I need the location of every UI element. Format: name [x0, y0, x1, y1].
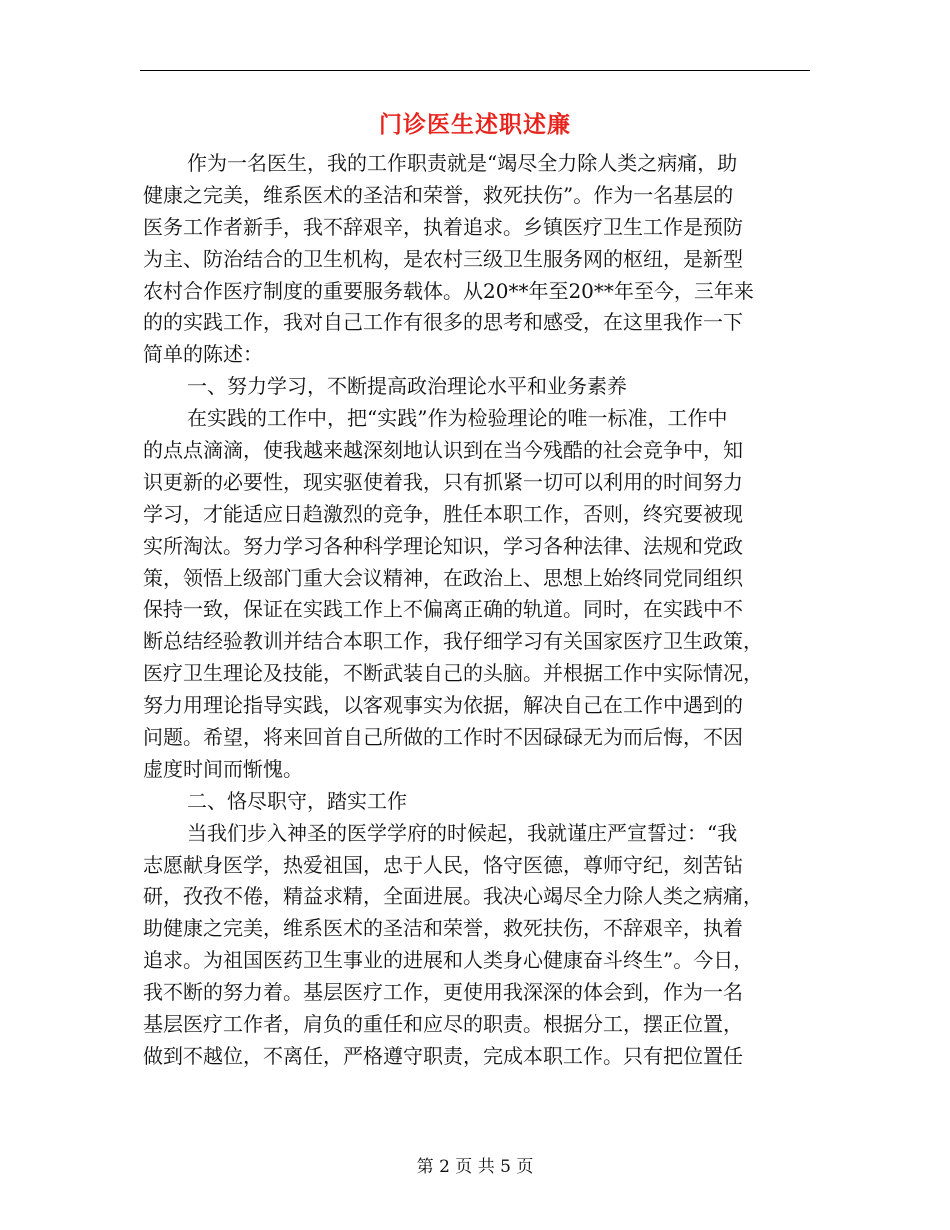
text-line: 问题。希望，将来回首自己所做的工作时不因碌碌无为而后悔，不因	[143, 725, 743, 750]
text-line: 一、努力学习，不断提高政治理论水平和业务素养	[187, 374, 627, 399]
text-line: 在实践的工作中，把“实践”作为检验理论的唯一标准，工作中	[187, 406, 728, 431]
text-line: 保持一致，保证在实践工作上不偏离正确的轨道。同时，在实践中不	[143, 597, 743, 622]
text-line: 助健康之完美，维系医术的圣洁和荣誉，救死扶伤，不辞艰辛，执着	[143, 916, 743, 941]
text-line: 志愿献身医学，热爱祖国，忠于人民，恪守医德，尊师守纪，刻苦钻	[143, 852, 743, 877]
text-line: 努力用理论指导实践，以客观事实为依据，解决自己在工作中遇到的	[143, 693, 743, 718]
text-line: 基层医疗工作者，肩负的重任和应尽的职责。根据分工，摆正位置，	[143, 1012, 743, 1037]
text-line: 研，孜孜不倦，精益求精，全面进展。我决心竭尽全力除人类之病痛，	[143, 884, 763, 909]
document-body	[143, 148, 813, 1073]
text-line: 我不断的努力着。基层医疗工作，更使用我深深的体会到，作为一名	[143, 980, 743, 1005]
text-line: 追求。为祖国医药卫生事业的进展和人类身心健康奋斗终生”。今日，	[143, 948, 754, 973]
document-title: 门诊医生述职述廉	[379, 111, 571, 138]
text-line: 当我们步入神圣的医学学府的时候起，我就谨庄严宣誓过：“我	[187, 820, 738, 845]
text-line: 医疗卫生理论及技能，不断武装自己的头脑。并根据工作中实际情况，	[143, 661, 763, 686]
page-footer: 第 2 页 共 5 页	[416, 1157, 534, 1177]
text-line: 断总结经验教训并结合本职工作，我仔细学习有关国家医疗卫生政策，	[143, 629, 763, 654]
text-line: 的的实践工作，我对自己工作有很多的思考和感受，在这里我作一下	[143, 310, 743, 335]
text-line: 做到不越位，不离任，严格遵守职责，完成本职工作。只有把位置任	[143, 1043, 743, 1068]
text-line: 策，领悟上级部门重大会议精神，在政治上、思想上始终同党同组织	[143, 565, 743, 590]
text-line: 农村合作医疗制度的重要服务载体。从20**年至20**年至今，三年来	[143, 278, 754, 303]
text-line: 健康之完美，维系医术的圣洁和荣誉，救死扶伤”。作为一名基层的	[143, 182, 734, 207]
text-line: 作为一名医生，我的工作职责就是“竭尽全力除人类之病痛，助	[187, 151, 738, 175]
text-line: 医务工作者新手，我不辞艰辛，执着追求。乡镇医疗卫生工作是预防	[143, 214, 743, 239]
text-line: 的点点滴滴，使我越来越深刻地认识到在当今残酷的社会竞争中，知	[143, 438, 743, 463]
text-line: 简单的陈述：	[143, 342, 263, 367]
text-line: 识更新的必要性，现实驱使着我，只有抓紧一切可以利用的时间努力	[143, 469, 743, 494]
text-line: 二、恪尽职守，踏实工作	[187, 788, 407, 813]
text-line: 实所淘汰。努力学习各种科学理论知识，学习各种法律、法规和党政	[143, 533, 743, 558]
header-rule	[140, 70, 810, 71]
text-line: 为主、防治结合的卫生机构，是农村三级卫生服务网的枢纽，是新型	[143, 246, 743, 271]
text-line: 虚度时间而惭愧。	[143, 756, 303, 781]
text-line: 学习，才能适应日趋激烈的竞争，胜任本职工作，否则，终究要被现	[143, 501, 743, 526]
